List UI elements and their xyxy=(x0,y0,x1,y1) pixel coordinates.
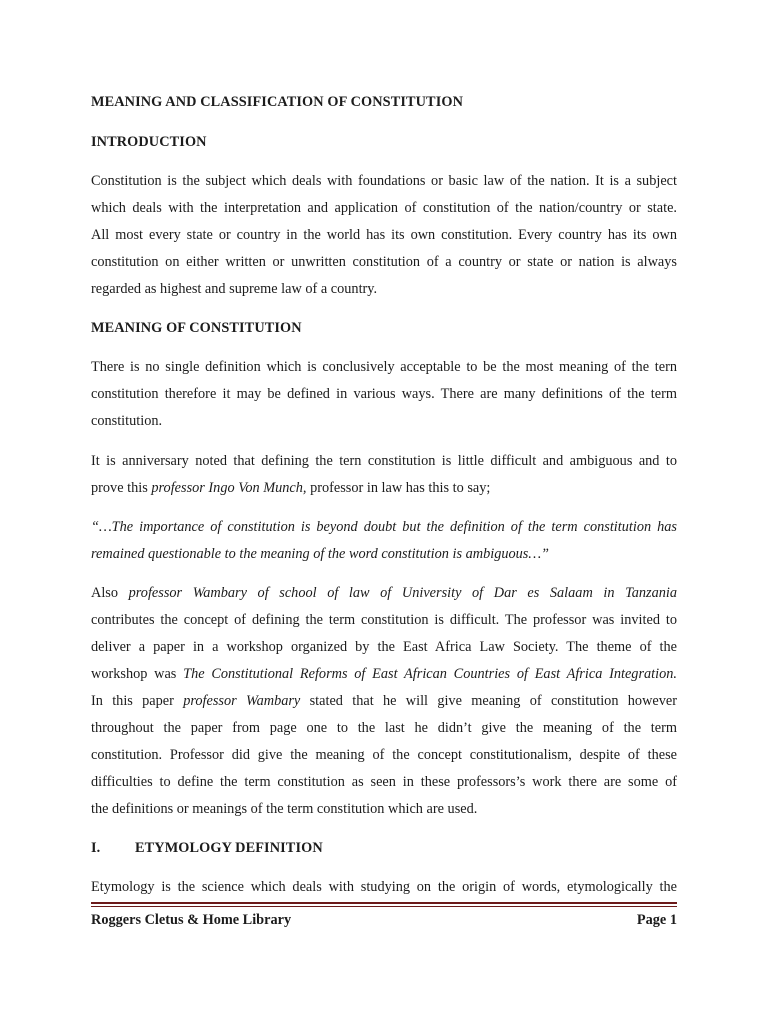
meaning-paragraph-1 xyxy=(91,354,677,435)
cited-author: professor Ingo Von Munch, xyxy=(151,480,307,496)
footer-library-name: Roggers Cletus & Home Library xyxy=(91,912,292,928)
paragraph-line: constitution. xyxy=(91,413,163,429)
paragraph-line xyxy=(91,580,677,607)
introduction-heading: INTRODUCTION xyxy=(91,134,207,150)
meaning-paragraph-2 xyxy=(91,448,677,502)
paragraph-line: Etymology is the science which deals with studying on the origin of words, etymologically the xyxy=(91,879,677,895)
document-title: MEANING AND CLASSIFICATION OF CONSTITUTION xyxy=(91,94,464,110)
text-run: stated that he will give meaning of constitution however xyxy=(300,693,677,709)
paragraph-line: constitution on either written or unwritten constitution of a country or state or nation is always xyxy=(91,254,677,270)
paragraph-line: regarded as highest and supreme law of a country. xyxy=(91,281,378,297)
paragraph-line: deliver a paper in a workshop organized by the East Africa Law Society. The theme of the xyxy=(91,639,677,655)
cited-author: professor Wambary xyxy=(183,693,301,709)
paragraph-line: the definitions or meanings of the term constitution which are used. xyxy=(91,801,478,817)
paragraph-line: Constitution is the subject which deals with foundations or basic law of the nation. It is a subject xyxy=(91,173,677,189)
text-run: In this paper xyxy=(91,693,184,709)
page-number: Page 1 xyxy=(636,912,677,928)
section-number: I. xyxy=(91,840,101,856)
section-heading xyxy=(91,839,677,857)
workshop-theme: The Constitutional Reforms of East African Countries of East Africa Integration. xyxy=(183,666,677,682)
footer-rule-thin xyxy=(91,906,677,907)
paragraph-line: contributes the concept of defining the term constitution is difficult. The professor was invited to xyxy=(91,612,677,628)
quote-line: remained questionable to the meaning of the word constitution is ambiguous…” xyxy=(91,546,550,562)
text-run: prove this xyxy=(91,480,152,496)
text-run: Also xyxy=(91,585,129,601)
paragraph-line xyxy=(91,688,677,715)
paragraph-line: There is no single definition which is conclusively acceptable to be the most meaning of the tern xyxy=(91,359,677,375)
paragraph-line: throughout the paper from page one to the last he didn’t give the meaning of the term xyxy=(91,720,677,736)
wambary-paragraph xyxy=(91,580,677,823)
text-run: professor in law has this to say; xyxy=(306,480,491,496)
text-run: workshop was xyxy=(91,666,184,682)
footer-rule-thick xyxy=(91,902,677,904)
paragraph-line: difficulties to define the term constitution as seen in these professors’s work there are some of xyxy=(91,774,677,790)
meaning-heading: MEANING OF CONSTITUTION xyxy=(91,320,302,336)
paragraph-line: which deals with the interpretation and application of constitution of the nation/country or state. xyxy=(91,200,677,216)
paragraph-line: It is anniversary noted that defining the tern constitution is little difficult and ambiguous and to xyxy=(91,453,677,469)
paragraph-line: constitution. Professor did give the meaning of the concept constitutionalism, despite of these xyxy=(91,747,677,763)
paragraph-line xyxy=(91,475,677,502)
etymology-paragraph xyxy=(91,874,677,901)
paragraph-line: constitution therefore it may be defined in various ways. There are many definitions of the term xyxy=(91,386,677,402)
section-title: ETYMOLOGY DEFINITION xyxy=(135,840,323,856)
quote-line: “…The importance of constitution is beyond doubt but the definition of the term constitution has xyxy=(91,519,677,535)
introduction-paragraph xyxy=(91,168,677,303)
block-quote xyxy=(91,514,677,568)
paragraph-line: All most every state or country in the world has its own constitution. Every country has its own xyxy=(91,227,677,243)
cited-author: professor Wambary of school of law of University of Dar es Salaam in Tanzania xyxy=(128,585,677,601)
paragraph-line xyxy=(91,661,677,688)
